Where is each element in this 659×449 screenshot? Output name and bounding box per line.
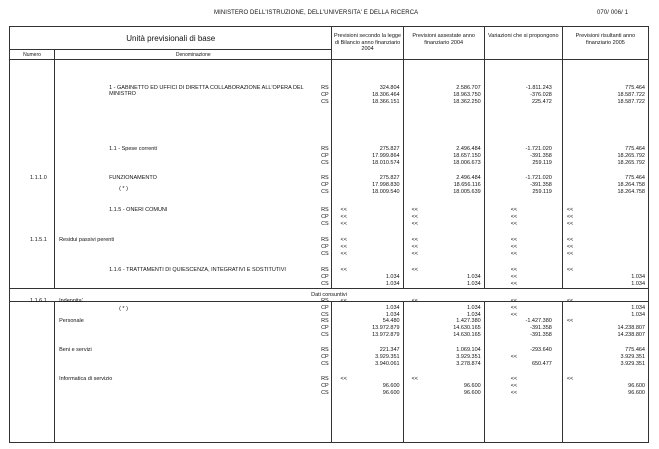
value-bilancio: 18.010.574 (372, 160, 400, 166)
value-variazioni: << (510, 214, 518, 220)
value-bilancio: 17.999.864 (372, 153, 400, 159)
row-code: CP (321, 274, 329, 280)
row-code: RS (321, 175, 329, 181)
value-variazioni: << (510, 376, 518, 382)
value-risultanti: 18.587.722 (617, 92, 645, 98)
value-risultanti: 18.265.792 (617, 160, 645, 166)
value-bilancio: 13.972.879 (372, 332, 400, 338)
row-code: CP (321, 305, 329, 311)
variazioni-column (484, 60, 562, 318)
value-variazioni: -1.427.380 (525, 318, 552, 324)
value-assestate: 1.034 (466, 305, 481, 311)
value-assestate: 2.496.484 (456, 146, 481, 152)
unit-label: 1.1.5 - ONERI COMUNI (109, 207, 168, 213)
value-assestate: 18.006.673 (453, 160, 481, 166)
assestate-column-consuntivi (403, 302, 484, 443)
unit-number: 1.1.5.1 (30, 237, 47, 243)
value-bilancio: << (340, 214, 347, 220)
value-risultanti: 3.929.351 (620, 361, 645, 367)
bilancio-column-consuntivi (332, 302, 403, 443)
row-code: RS (321, 237, 329, 243)
value-bilancio: << (340, 244, 347, 250)
value-bilancio: 1.034 (385, 312, 400, 318)
value-assestate: 1.034 (466, 281, 481, 287)
unit-label: Indennita' (59, 298, 83, 304)
value-risultanti: 18.264.758 (617, 189, 645, 195)
consuntivi-label: Informatica di servizio (59, 376, 113, 382)
page-number: 070/ 006/ 1 (597, 10, 629, 16)
row-code: CP (321, 214, 329, 220)
value-variazioni: -1.721.020 (525, 146, 552, 152)
value-risultanti: 1.034 (631, 281, 645, 287)
value-assestate: << (411, 221, 419, 227)
value-variazioni: << (510, 237, 518, 243)
value-assestate: 2.496.484 (456, 175, 481, 181)
value-bilancio: 275.827 (379, 175, 400, 181)
value-risultanti: << (566, 318, 574, 324)
value-bilancio: << (340, 376, 347, 382)
value-risultanti: 775.464 (625, 146, 645, 152)
row-code: RS (321, 318, 329, 324)
value-assestate: 1.034 (466, 312, 481, 318)
consuntivi-label: Personale (59, 318, 84, 324)
value-bilancio: 17.998.830 (372, 182, 400, 188)
value-assestate: 1.427.380 (456, 318, 481, 324)
value-variazioni: << (510, 251, 518, 257)
value-bilancio: 221.347 (379, 347, 400, 353)
row-code: CS (321, 361, 329, 367)
row-code: CP (321, 182, 329, 188)
value-bilancio: 18.306.464 (372, 92, 400, 98)
value-assestate: 18.005.639 (453, 189, 481, 195)
row-code: CP (321, 354, 329, 360)
row-code: CS (321, 312, 329, 318)
value-variazioni: -391.358 (530, 182, 552, 188)
value-bilancio: << (340, 267, 347, 273)
consuntivi-label: Beni e servizi (59, 347, 92, 353)
value-assestate: 1.069.104 (456, 347, 481, 353)
value-variazioni: << (510, 298, 518, 304)
value-variazioni: << (510, 281, 518, 287)
row-code: CS (321, 390, 329, 396)
value-risultanti: 775.464 (625, 85, 645, 91)
value-assestate: 18.963.750 (453, 92, 481, 98)
value-bilancio: << (340, 298, 347, 304)
row-code: CS (321, 251, 329, 257)
value-variazioni: 259.119 (532, 160, 552, 166)
value-risultanti: << (566, 221, 574, 227)
value-risultanti: 14.238.807 (617, 332, 645, 338)
value-assestate: 18.657.150 (453, 153, 481, 159)
value-risultanti: << (566, 267, 574, 273)
value-bilancio: 324.804 (379, 85, 400, 91)
row-code: CP (321, 244, 329, 250)
unit-label: FUNZIONAMENTO (109, 175, 157, 181)
value-variazioni: -293.640 (530, 347, 552, 353)
unita-title: Unità previsionali di base (10, 27, 332, 50)
value-assestate: 96.600 (463, 390, 481, 396)
unit-note: ( * ) (119, 186, 128, 192)
value-bilancio: 96.600 (382, 390, 400, 396)
row-code: RS (321, 85, 329, 91)
value-assestate: 3.278.874 (456, 361, 481, 367)
row-code: RS (321, 146, 329, 152)
value-bilancio: 13.972.879 (372, 325, 400, 331)
row-code: RS (321, 376, 329, 382)
value-variazioni: 225.472 (531, 99, 552, 105)
unit-label: 1 - GABINETTO ED UFFICI DI DIRETTA COLLABORAZIONE ALL'OPERA DEL MINISTRO (109, 85, 304, 97)
row-code: CP (321, 92, 329, 98)
row-code: CS (321, 189, 329, 195)
value-risultanti: 1.034 (631, 312, 645, 318)
row-code: CS (321, 99, 329, 105)
value-bilancio: 275.827 (379, 146, 400, 152)
value-variazioni: << (510, 274, 518, 280)
value-bilancio: << (340, 251, 347, 257)
value-risultanti: 18.264.758 (617, 182, 645, 188)
value-variazioni: << (510, 244, 518, 250)
value-variazioni: << (510, 305, 518, 311)
row-code: CS (321, 160, 329, 166)
value-variazioni: << (510, 312, 518, 318)
budget-table (9, 26, 649, 443)
risultanti-column-consuntivi (562, 302, 648, 443)
value-bilancio: 3.929.351 (375, 354, 400, 360)
value-variazioni: << (510, 354, 518, 360)
value-risultanti: 14.238.807 (617, 325, 645, 331)
value-assestate: 3.929.351 (456, 354, 481, 360)
value-risultanti: 1.034 (631, 274, 645, 280)
row-code: CP (321, 153, 329, 159)
assestate-column (403, 60, 484, 318)
value-assestate: << (411, 267, 419, 273)
numero-column-consuntivi (10, 302, 55, 443)
value-assestate: 18.362.250 (453, 99, 481, 105)
value-bilancio: 18.009.540 (372, 189, 400, 195)
value-assestate: 14.630.165 (453, 332, 481, 338)
value-risultanti: 96.600 (628, 383, 645, 389)
risultanti-column (562, 60, 648, 318)
value-assestate: 96.600 (463, 383, 481, 389)
value-bilancio: 1.034 (385, 281, 400, 287)
unit-number: 1.1.1.0 (30, 175, 47, 181)
value-bilancio: 96.600 (382, 383, 400, 389)
variazioni-column-consuntivi (484, 302, 562, 443)
value-risultanti: 18.587.722 (617, 99, 645, 105)
value-assestate: 1.034 (466, 274, 481, 280)
value-variazioni: -376.028 (530, 92, 552, 98)
value-assestate: 14.630.165 (453, 325, 481, 331)
numero-header: Numero (10, 50, 55, 60)
value-variazioni: << (510, 221, 518, 227)
value-variazioni: 650.477 (531, 361, 552, 367)
value-risultanti: << (566, 298, 574, 304)
value-risultanti: << (566, 237, 574, 243)
value-assestate: << (411, 298, 419, 304)
value-variazioni: -1.721.020 (525, 175, 552, 181)
value-variazioni: << (510, 207, 518, 213)
unit-number: 1.1.6.1 (30, 298, 47, 304)
value-risultanti: 775.464 (625, 347, 645, 353)
value-assestate: << (411, 244, 419, 250)
value-risultanti: << (566, 376, 574, 382)
row-code: RS (321, 347, 329, 353)
value-risultanti: 775.464 (625, 175, 645, 181)
row-code: CS (321, 281, 329, 287)
value-variazioni: -391.358 (530, 325, 552, 331)
row-code: CP (321, 383, 329, 389)
value-assestate: << (411, 251, 419, 257)
value-assestate: 2.586.707 (456, 85, 481, 91)
value-assestate: << (411, 214, 419, 220)
row-code: RS (321, 267, 329, 273)
row-code: CP (321, 325, 329, 331)
value-risultanti: 18.265.792 (617, 153, 645, 159)
value-risultanti: 1.034 (631, 305, 645, 311)
value-bilancio: 1.034 (385, 305, 400, 311)
value-risultanti: << (566, 207, 574, 213)
unit-label: 1.1.6 - TRATTAMENTI DI QUIESCENZA, INTEGRATIVI E SOSTITUTIVI (109, 267, 286, 273)
bilancio-column (332, 60, 403, 318)
unit-label: Residui passivi perenti (59, 237, 115, 243)
row-code: RS (321, 298, 329, 304)
row-code: CS (321, 221, 329, 227)
value-variazioni: 259.119 (532, 189, 552, 195)
value-bilancio: << (340, 237, 347, 243)
value-bilancio: 18.366.151 (372, 99, 400, 105)
ministry-header: MINISTERO DELL'ISTRUZIONE, DELL'UNIVERSITA' E DELLA RICERCA (214, 10, 419, 16)
value-variazioni: << (510, 267, 518, 273)
row-code: CS (321, 332, 329, 338)
col-header-risultanti: Previsioni risultanti anno finanziario 2005 (562, 27, 648, 60)
value-bilancio: 3.940.061 (375, 361, 400, 367)
value-variazioni: -391.358 (530, 332, 552, 338)
col-header-bilancio: Previsioni secondo la legge di Bilancio anno finanziario 2004 (332, 27, 403, 60)
value-variazioni: << (510, 383, 518, 389)
value-risultanti: 96.600 (628, 390, 645, 396)
numero-column (10, 60, 55, 304)
value-assestate: << (411, 207, 419, 213)
value-risultanti: << (566, 214, 574, 220)
value-risultanti: << (566, 244, 574, 250)
unit-label: 1.1 - Spese correnti (109, 146, 158, 152)
value-variazioni: -391.358 (530, 153, 552, 159)
section-dati-consuntivi: Dati consuntivi (10, 289, 649, 302)
value-bilancio: 54.480 (382, 318, 400, 324)
value-risultanti: 3.929.351 (620, 354, 645, 360)
value-bilancio: 1.034 (385, 274, 400, 280)
col-header-variazioni: Variazioni che si propongono (484, 27, 562, 60)
value-bilancio: << (340, 221, 347, 227)
value-risultanti: << (566, 251, 574, 257)
col-header-assestate: Previsioni assestate anno finanziario 2004 (403, 27, 484, 60)
value-variazioni: << (510, 390, 518, 396)
value-assestate: << (411, 376, 419, 382)
value-variazioni: -1.811.243 (525, 85, 552, 91)
value-assestate: << (411, 237, 419, 243)
consuntivi-note: ( * ) (119, 306, 128, 312)
row-code: RS (321, 207, 329, 213)
value-assestate: 18.656.116 (453, 182, 481, 188)
value-bilancio: << (340, 207, 347, 213)
denominazione-column-consuntivi (55, 302, 332, 443)
denominazione-header: Denominazione (55, 50, 332, 60)
